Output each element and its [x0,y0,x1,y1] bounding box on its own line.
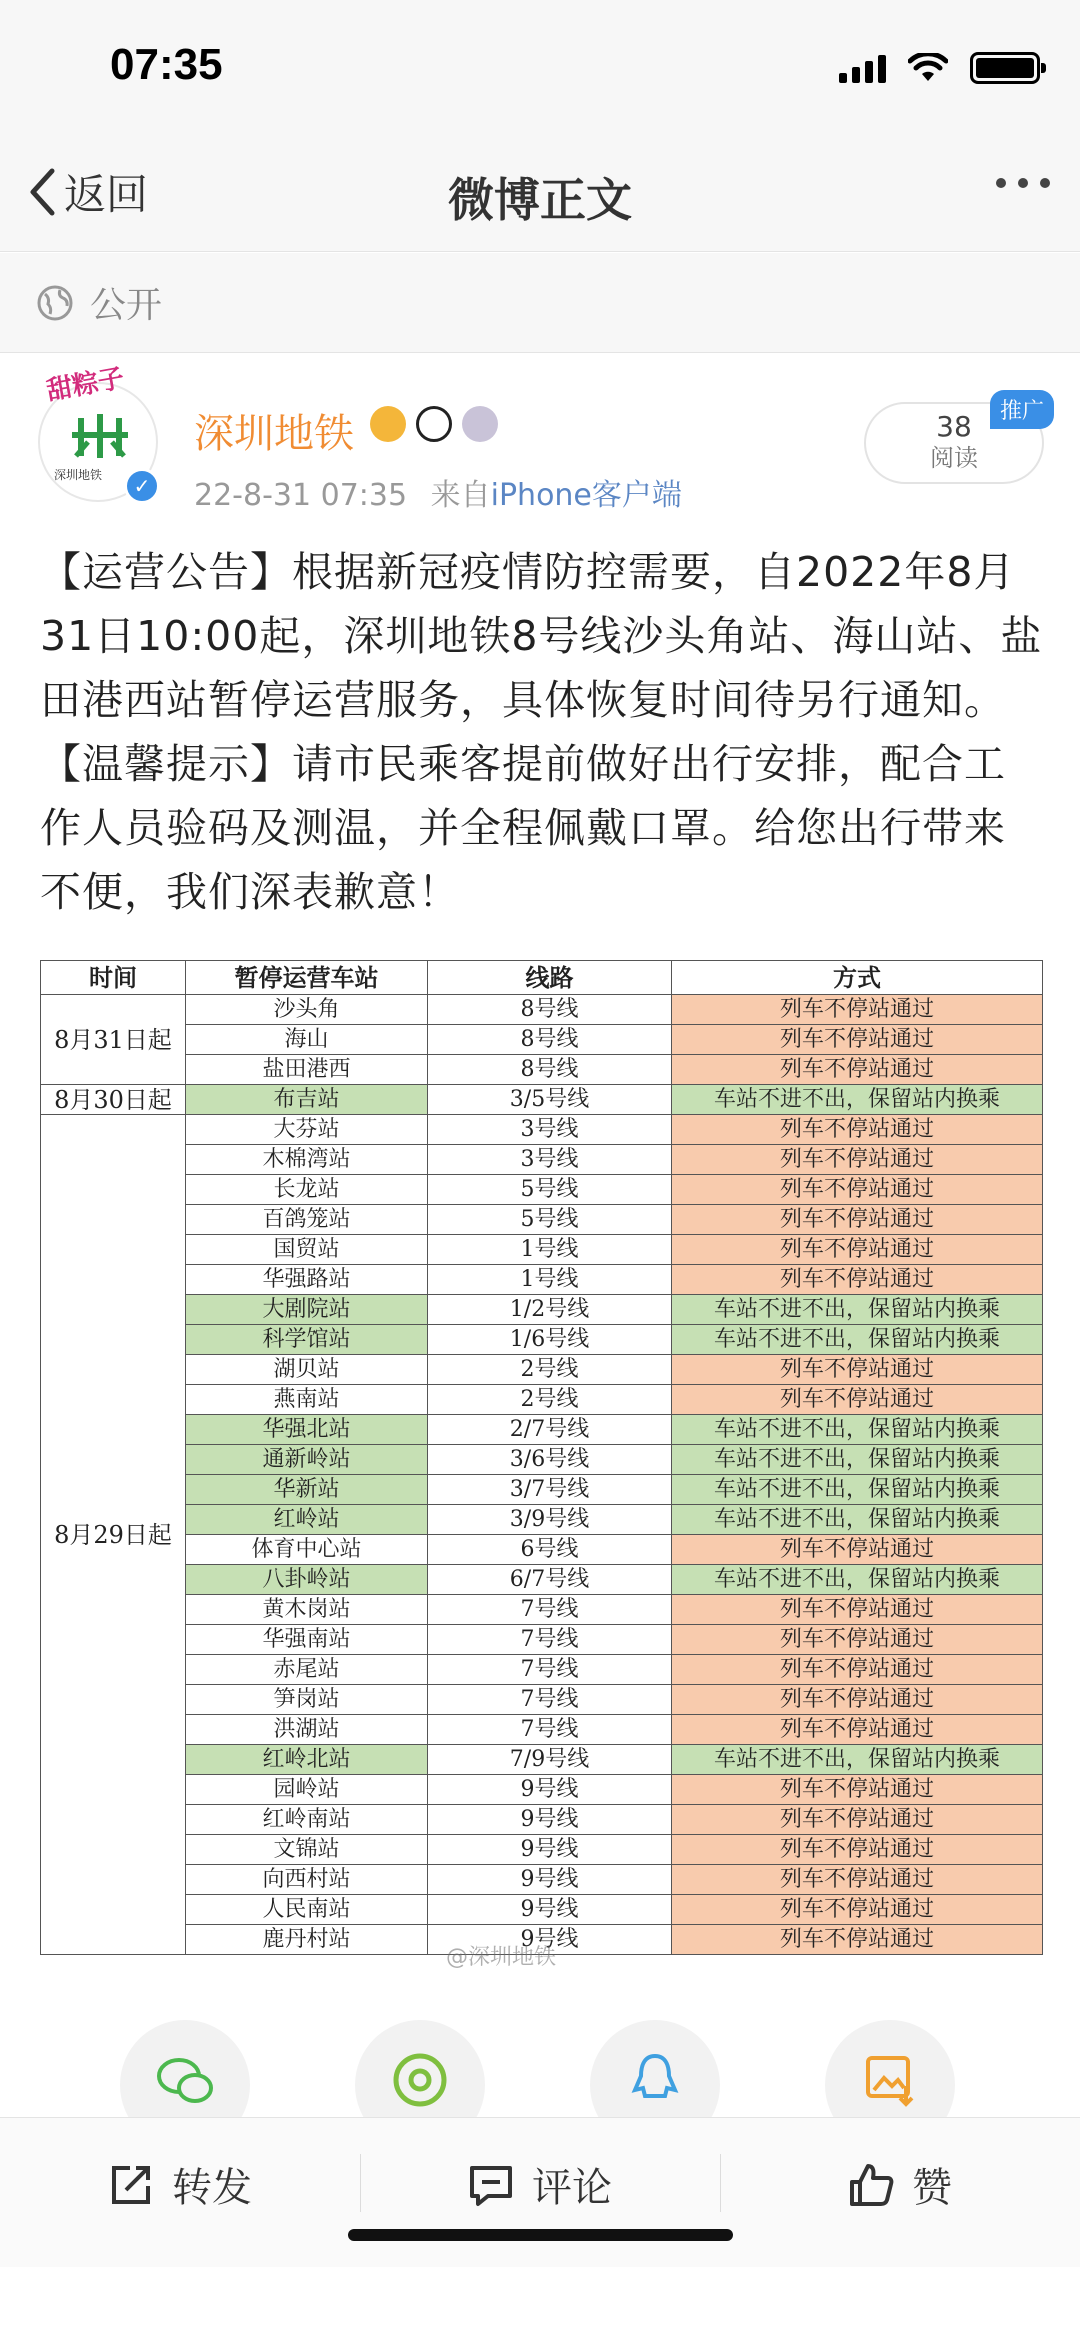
table-row [41,1235,1043,1265]
action-bar [0,2117,1080,2267]
table-cell-line: 9号线 [428,1805,672,1835]
table-cell-line: 9号线 [428,1865,672,1895]
table-cell-station: 笋岗站 [186,1685,428,1715]
avatar-caption: 深圳地铁 [54,468,103,482]
table-cell-time: 8月29日起 [41,1115,186,1955]
table-cell-method: 列车不停站通过 [672,1775,1043,1805]
table-cell-line: 6/7号线 [428,1565,672,1595]
table-row [41,1385,1043,1415]
table-cell-line: 2号线 [428,1355,672,1385]
wechat-icon [155,2050,215,2110]
suspension-table [40,960,1043,1955]
table-cell-line: 3号线 [428,1115,672,1145]
table-row [41,1175,1043,1205]
read-label: 阅读 [930,444,978,472]
table-cell-method: 列车不停站通过 [672,1835,1043,1865]
table-cell-station: 人民南站 [186,1895,428,1925]
table-cell-line: 9号线 [428,1925,672,1955]
avatar[interactable] [38,363,158,502]
table-cell-station: 文锦站 [186,1835,428,1865]
table-cell-line: 3/6号线 [428,1445,672,1475]
table-row [41,1595,1043,1625]
table-row [41,1895,1043,1925]
moments-icon [390,2050,450,2110]
table-cell-method: 车站不进不出，保留站内换乘 [672,1505,1043,1535]
table-cell-station: 海山 [186,1025,428,1055]
table-cell-method: 列车不停站通过 [672,1115,1043,1145]
table-cell-station: 燕南站 [186,1385,428,1415]
table-cell-line: 3/5号线 [428,1085,672,1115]
nav-bar [0,140,1080,252]
table-cell-line: 3号线 [428,1145,672,1175]
table-cell-method: 列车不停站通过 [672,1595,1043,1625]
visibility-row [0,253,1080,353]
table-cell-station: 沙头角 [186,995,428,1025]
table-header-row [41,961,1043,995]
table-cell-method: 车站不进不出，保留站内换乘 [672,1745,1043,1775]
table-row [41,1805,1043,1835]
table-cell-line: 1号线 [428,1235,672,1265]
status-bar [0,0,1080,140]
share-row [0,2020,1080,2120]
author-name[interactable]: 深圳地铁 [194,411,354,457]
comment-icon [468,2162,514,2208]
page-title: 微博正文 [448,173,632,227]
table-cell-station: 国贸站 [186,1235,428,1265]
table-row [41,1625,1043,1655]
table-cell-line: 9号线 [428,1895,672,1925]
table-cell-station: 园岭站 [186,1775,428,1805]
table-cell-method: 列车不停站通过 [672,995,1043,1025]
table-row [41,1295,1043,1325]
comment-button[interactable] [468,2156,612,2213]
table-cell-line: 1/6号线 [428,1325,672,1355]
table-row [41,1655,1043,1685]
table-cell-method: 列车不停站通过 [672,1805,1043,1835]
table-cell-line: 9号线 [428,1775,672,1805]
table-row [41,1145,1043,1175]
post-body: 【运营公告】根据新冠疫情防控需要，自2022年8月31日10:00起，深圳地铁8号线沙头角站、海山站、盐田港西站暂停运营服务，具体恢复时间待另行通知。【温馨提示】请市民乘客提前做好出行安排，配合工作人员验码及测温，并全程佩戴口罩。给您出行带来不便，我们深表歉意！ [40,548,1043,916]
table-cell-line: 1号线 [428,1265,672,1295]
cellular-signal-icon [839,53,886,83]
shenzhen-metro-logo-icon [70,412,130,462]
table-row [41,1835,1043,1865]
table-cell-method: 车站不进不出，保留站内换乘 [672,1565,1043,1595]
post-meta [194,470,682,514]
table-cell-station: 华新站 [186,1475,428,1505]
table-cell-line: 6号线 [428,1535,672,1565]
table-cell-station: 科学馆站 [186,1325,428,1355]
table-cell-line: 3/9号线 [428,1505,672,1535]
thumbs-up-icon [848,2162,894,2208]
post-timestamp: 22-8-31 07:35 [194,478,408,513]
table-header-station: 暂停运营车站 [186,961,428,995]
post-header [0,360,1080,520]
table-row [41,1355,1043,1385]
divider [360,2154,361,2212]
table-cell-station: 向西村站 [186,1865,428,1895]
table-cell-station: 红岭北站 [186,1745,428,1775]
table-row [41,1775,1043,1805]
status-icons [839,52,1040,84]
save-image-icon [860,2050,920,2110]
divider [720,2154,721,2212]
table-cell-method: 列车不停站通过 [672,1625,1043,1655]
table-cell-station: 体育中心站 [186,1535,428,1565]
table-cell-station: 赤尾站 [186,1655,428,1685]
table-cell-station: 长龙站 [186,1175,428,1205]
qq-icon [625,2050,685,2110]
panda-badge-icon [416,406,452,442]
table-cell-time: 8月30日起 [41,1085,186,1115]
table-cell-station: 洪湖站 [186,1715,428,1745]
table-cell-line: 2号线 [428,1385,672,1415]
table-cell-method: 车站不进不出，保留站内换乘 [672,1085,1043,1115]
crown-badge-icon [370,406,406,442]
table-cell-method: 列车不停站通过 [672,1925,1043,1955]
globe-icon [36,284,74,322]
table-cell-line: 8号线 [428,995,672,1025]
table-cell-station: 华强北站 [186,1415,428,1445]
table-cell-line: 7/9号线 [428,1745,672,1775]
home-indicator [348,2229,733,2241]
table-row [41,1025,1043,1055]
table-cell-station: 黄木岗站 [186,1595,428,1625]
table-row [41,1565,1043,1595]
table-cell-method: 列车不停站通过 [672,1235,1043,1265]
table-cell-method: 车站不进不出，保留站内换乘 [672,1445,1043,1475]
table-cell-method: 列车不停站通过 [672,1355,1043,1385]
table-cell-line: 2/7号线 [428,1415,672,1445]
table-cell-method: 列车不停站通过 [672,1055,1043,1085]
visibility-label: 公开 [90,285,163,326]
table-cell-station: 大剧院站 [186,1295,428,1325]
table-row [41,1055,1043,1085]
post-source[interactable]: iPhone客户端 [490,478,682,513]
watermark: @深圳地铁 [446,1945,557,1970]
comment-label: 评论 [532,2165,612,2211]
more-options-icon[interactable] [996,178,1050,188]
table-cell-method: 列车不停站通过 [672,1715,1043,1745]
promo-tag: 推广 [990,390,1054,429]
table-row [41,1445,1043,1475]
avatar-badge: 甜粽子 [44,363,127,407]
table-cell-method: 列车不停站通过 [672,1385,1043,1415]
medal-badge-icon [462,406,498,442]
table-cell-method: 列车不停站通过 [672,1535,1043,1565]
table-cell-line: 8号线 [428,1055,672,1085]
table-cell-method: 列车不停站通过 [672,1265,1043,1295]
table-cell-line: 7号线 [428,1595,672,1625]
table-row [41,1505,1043,1535]
table-cell-method: 列车不停站通过 [672,1895,1043,1925]
table-cell-station: 鹿丹村站 [186,1925,428,1955]
back-label: 返回 [64,170,149,219]
table-cell-line: 5号线 [428,1205,672,1235]
table-cell-line: 8号线 [428,1025,672,1055]
table-cell-line: 1/2号线 [428,1295,672,1325]
status-time: 07:35 [110,40,223,89]
repost-label: 转发 [172,2165,252,2211]
table-cell-method: 车站不进不出，保留站内换乘 [672,1295,1043,1325]
table-row [41,1115,1043,1145]
table-cell-station: 华强路站 [186,1265,428,1295]
table-header-method: 方式 [672,961,1043,995]
table-cell-line: 5号线 [428,1175,672,1205]
like-button[interactable] [848,2156,952,2213]
table-cell-line: 7号线 [428,1715,672,1745]
table-row [41,1415,1043,1445]
table-cell-line: 9号线 [428,1835,672,1865]
table-cell-station: 木棉湾站 [186,1145,428,1175]
table-cell-method: 列车不停站通过 [672,1865,1043,1895]
table-cell-station: 大芬站 [186,1115,428,1145]
table-cell-method: 列车不停站通过 [672,1655,1043,1685]
table-row [41,1475,1043,1505]
user-badges [370,406,498,442]
read-count: 38 [936,410,972,443]
table-row [41,1325,1043,1355]
table-cell-method: 车站不进不出，保留站内换乘 [672,1325,1043,1355]
table-header-line: 线路 [428,961,672,995]
table-cell-method: 车站不进不出，保留站内换乘 [672,1415,1043,1445]
table-body [41,995,1043,1955]
table-row [41,1745,1043,1775]
table-row [41,1085,1043,1115]
table-cell-time: 8月31日起 [41,995,186,1085]
table-row [41,1715,1043,1745]
suspension-table-image[interactable] [40,960,1042,1955]
like-label: 赞 [912,2165,952,2211]
table-row [41,1865,1043,1895]
table-cell-station: 盐田港西 [186,1055,428,1085]
table-cell-line: 7号线 [428,1685,672,1715]
table-row [41,1535,1043,1565]
table-cell-station: 红岭南站 [186,1805,428,1835]
table-cell-station: 湖贝站 [186,1355,428,1385]
table-cell-method: 列车不停站通过 [672,1145,1043,1175]
repost-icon [108,2162,154,2208]
table-cell-method: 列车不停站通过 [672,1685,1043,1715]
table-cell-method: 车站不进不出，保留站内换乘 [672,1475,1043,1505]
table-cell-station: 华强南站 [186,1625,428,1655]
table-row [41,1685,1043,1715]
table-cell-method: 列车不停站通过 [672,1025,1043,1055]
wifi-icon [908,53,948,83]
repost-button[interactable] [108,2156,252,2213]
verified-icon: ✓ [124,468,160,504]
table-cell-line: 3/7号线 [428,1475,672,1505]
table-cell-station: 布吉站 [186,1085,428,1115]
table-cell-method: 列车不停站通过 [672,1175,1043,1205]
table-cell-station: 百鸽笼站 [186,1205,428,1235]
table-cell-station: 八卦岭站 [186,1565,428,1595]
table-row [41,1205,1043,1235]
table-row [41,1265,1043,1295]
table-cell-station: 通新岭站 [186,1445,428,1475]
battery-icon [970,52,1040,84]
table-cell-line: 7号线 [428,1625,672,1655]
table-cell-station: 红岭站 [186,1505,428,1535]
table-row [41,995,1043,1025]
table-header-time: 时间 [41,961,186,995]
table-cell-line: 7号线 [428,1655,672,1685]
source-prefix: 来自 [430,478,491,513]
table-cell-method: 列车不停站通过 [672,1205,1043,1235]
